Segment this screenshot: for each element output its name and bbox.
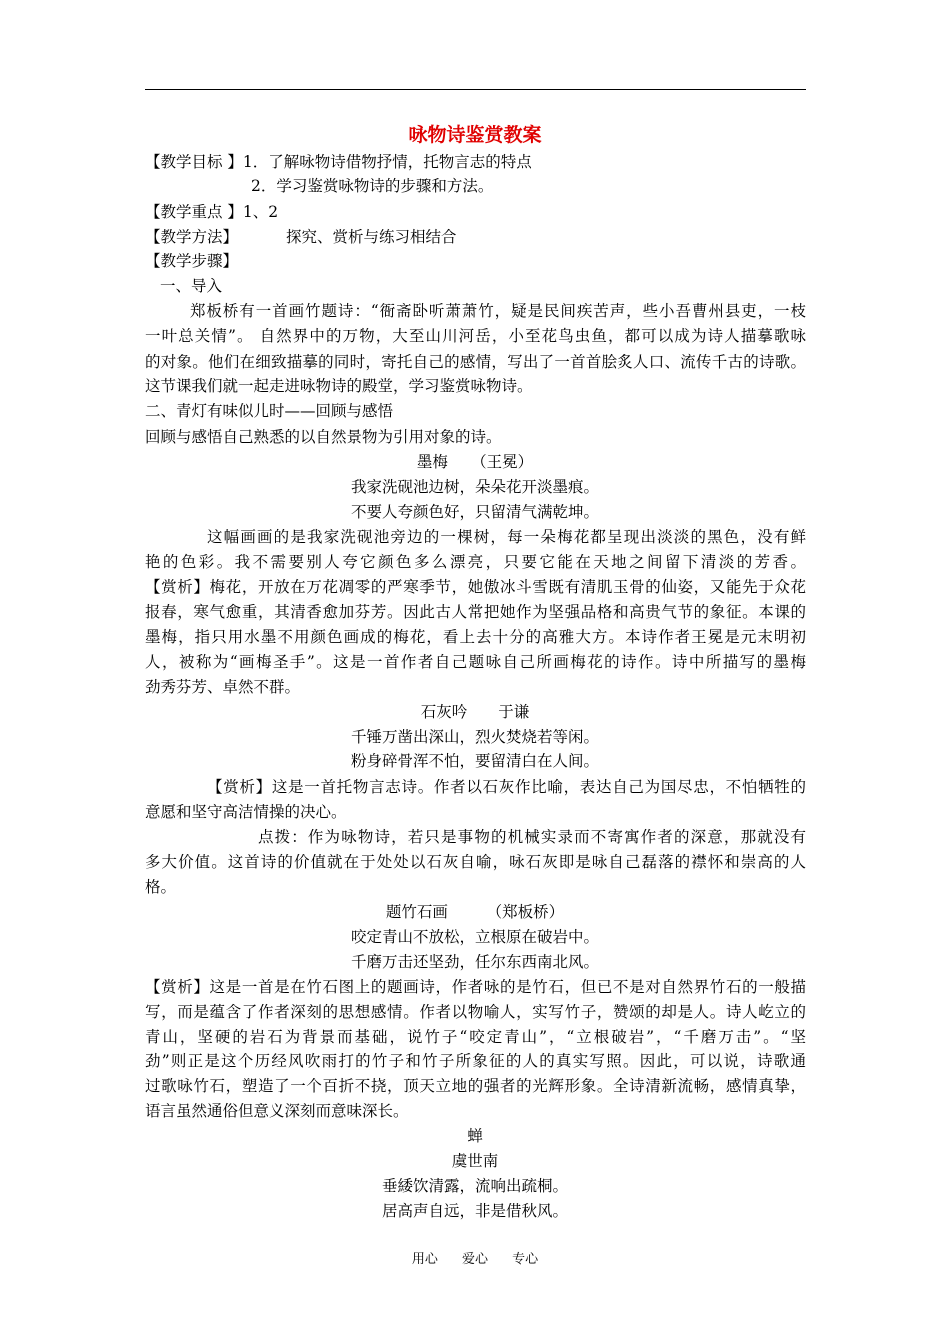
intro-line-1: 郑板桥有一首画竹题诗：“衙斋卧听萧萧竹，疑是民间疾苦声，些小吾曹州县吏，一枝 <box>190 302 806 320</box>
method-label: 【教学方法】 <box>145 228 239 246</box>
poem-3-analysis-1: 【赏析】这是一首是在竹石图上的题画诗，作者咏的是竹石，但已不是对自然界竹石的一般描 <box>145 978 806 996</box>
intro-line-4: 这节课我们就一起走进咏物诗的殿堂，学习鉴赏咏物诗。 <box>145 377 533 395</box>
poem-1-analysis-2: 报春，寒气愈重，其清香愈加芬芳。因此古人常把她作为坚强品格和高贵气节的象征。本课的 <box>145 603 806 621</box>
poem-3-line-2: 千磨万击还坚劲，任尔东西南北风。 <box>350 953 599 971</box>
objective-line-2: 2．学习鉴赏咏物诗的步骤和方法。 <box>251 177 494 195</box>
poem-1-analysis-5: 劲秀芬芳、卓然不群。 <box>145 678 301 696</box>
poem-1-translation-1: 这幅画画的是我家洗砚池旁边的一棵树，每一朵梅花都呈现出淡淡的黑色，没有鲜 <box>207 528 806 546</box>
poem-2-analysis-1: 【赏析】这是一首托物言志诗。作者以石灰作比喻，表达自己为国尽忠，不怕牺牲的 <box>207 778 806 796</box>
poem-2-title: 石灰吟 于谦 <box>420 703 530 721</box>
page-footer: 用心 爱心 专心 <box>411 1252 539 1267</box>
poem-2-line-1: 千锤万凿出深山，烈火焚烧若等闲。 <box>350 728 599 746</box>
poem-3-analysis-2: 写，而是蕴含了作者深刻的思想感情。作者以物喻人，实写竹子，赞颂的却是人。诗人屹立的 <box>145 1003 806 1021</box>
poem-4-author: 虞世南 <box>451 1152 499 1170</box>
intro-line-3: 的对象。他们在细致描摹的同时，寄托自己的感情，写出了一首首脍炙人口、流传千古的诗歌。 <box>145 353 806 371</box>
section-2-intro: 回顾与感悟自己熟悉的以自然景物为引用对象的诗。 <box>145 428 502 446</box>
poem-1-analysis-4: 人，被称为“画梅圣手”。这是一首作者自己题咏自己所画梅花的诗作。诗中所描写的墨梅 <box>145 653 806 671</box>
intro-line-2: 一叶总关情”。 自然界中的万物，大至山川河岳，小至花鸟虫鱼，都可以成为诗人描摹歌咏 <box>145 327 806 345</box>
section-heading-1: 一、导入 <box>160 277 223 295</box>
objective-line-1: 【教学目标 】1．了解咏物诗借物抒情，托物言志的特点 <box>145 153 532 171</box>
key-points: 【教学重点 】1、2 <box>145 203 279 221</box>
poem-2-line-2: 粉身碎骨浑不怕，要留清白在人间。 <box>350 752 599 770</box>
poem-2-note-2: 多大价值。这首诗的价值就在于处处以石灰自喻，咏石灰即是咏自己磊落的襟怀和崇高的人 <box>145 853 806 871</box>
poem-2-analysis-2: 意愿和坚守高洁情操的决心。 <box>145 803 347 821</box>
poem-1-line-1: 我家洗砚池边树，朵朵花开淡墨痕。 <box>350 478 599 496</box>
document-title: 咏物诗鉴赏教案 <box>408 124 542 146</box>
poem-3-line-1: 咬定青山不放松，立根原在破岩中。 <box>350 928 599 946</box>
poem-4-line-2: 居高声自远，非是借秋风。 <box>381 1202 568 1220</box>
header-rule <box>145 89 806 90</box>
poem-3-title: 题竹石画 （郑板桥） <box>385 903 565 921</box>
poem-1-line-2: 不要人夸颜色好，只留清气满乾坤。 <box>350 503 599 521</box>
poem-1-title: 墨梅 （王冕） <box>416 453 534 471</box>
poem-3-analysis-5: 过歌咏竹石，塑造了一个百折不挠，顶天立地的强者的光辉形象。全诗清新流畅，感情真挚， <box>145 1077 806 1095</box>
poem-3-analysis-4: 劲”则正是这个历经风吹雨打的竹子和竹子所象征的人的真实写照。因此，可以说，诗歌通 <box>145 1052 806 1070</box>
poem-4-title: 蝉 <box>467 1127 483 1145</box>
poem-4-line-1: 垂緌饮清露，流响出疏桐。 <box>381 1177 568 1195</box>
poem-1-analysis-3: 墨梅，指只用水墨不用颜色画成的梅花，看上去十分的高雅大方。本诗作者王冕是元末明初 <box>145 628 806 646</box>
poem-1-analysis-1: 【赏析】梅花，开放在万花凋零的严寒季节，她傲冰斗雪既有清肌玉骨的仙姿，又能先于众花 <box>145 578 806 596</box>
steps-label: 【教学步骤】 <box>145 252 239 270</box>
poem-1-translation-2: 艳的色彩。我不需要别人夸它颜色多么漂亮，只要它能在天地之间留下清淡的芳香。 <box>145 553 806 571</box>
method-text: 探究、赏析与练习相结合 <box>286 228 457 246</box>
poem-3-analysis-3: 青山，坚硬的岩石为背景而基础，说竹子“咬定青山”，“立根破岩”，“千磨万击”。“坚 <box>145 1028 806 1046</box>
poem-3-analysis-6: 语言虽然通俗但意义深刻而意味深长。 <box>145 1102 409 1120</box>
poem-2-note-1: 点拨：作为咏物诗，若只是事物的机械实录而不寄寓作者的深意，那就没有 <box>258 828 806 846</box>
section-heading-2: 二、青灯有味似儿时——回顾与感悟 <box>145 402 394 420</box>
poem-2-note-3: 格。 <box>145 878 177 896</box>
